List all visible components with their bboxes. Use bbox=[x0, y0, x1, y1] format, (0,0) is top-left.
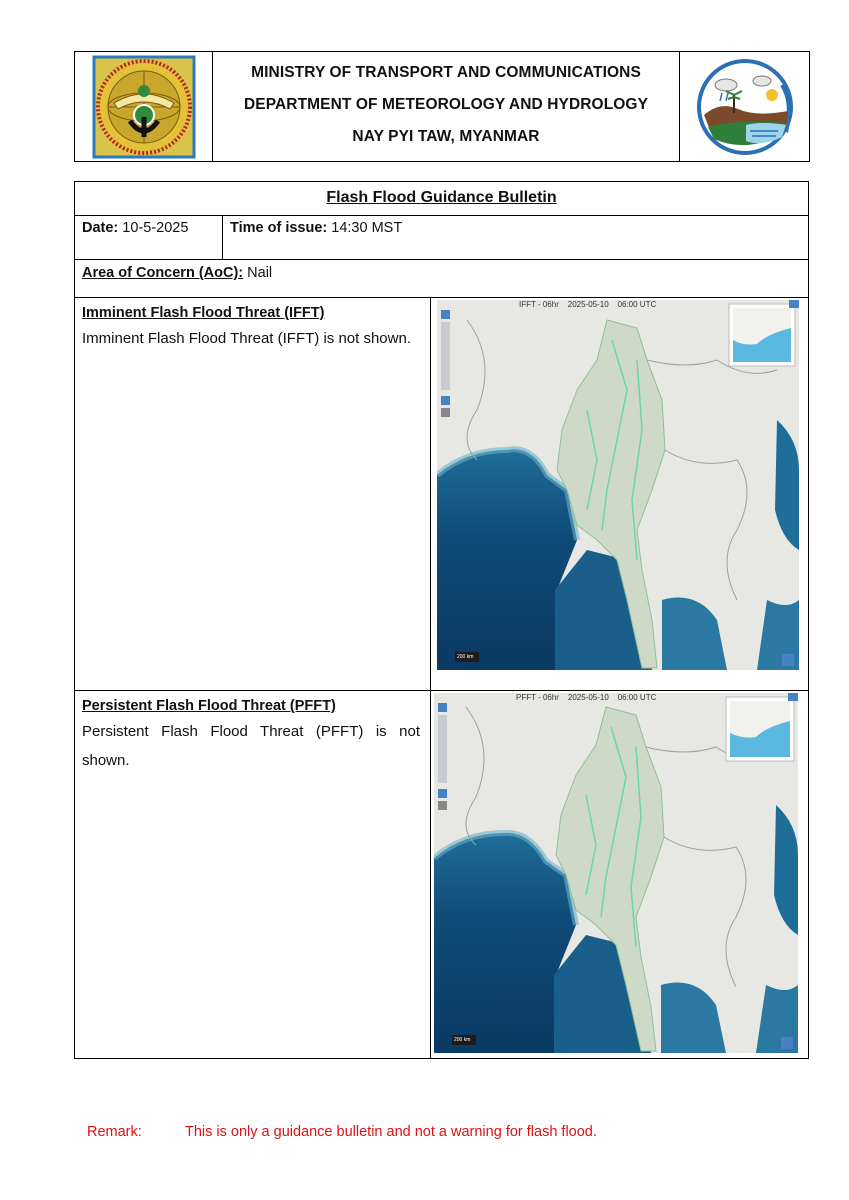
pfft-map-graphic bbox=[434, 693, 798, 1053]
time-value: 14:30 MST bbox=[331, 220, 403, 236]
pfft-map[interactable] bbox=[434, 693, 798, 1053]
letterhead bbox=[74, 51, 810, 162]
area-of-concern-row bbox=[75, 260, 808, 298]
hydrology-cycle-icon bbox=[690, 55, 800, 159]
ministry-emblem-icon bbox=[92, 55, 196, 159]
ifft-text-cell bbox=[75, 298, 431, 690]
remark-text: This is only a guidance bulletin and not a warning for flash flood. bbox=[185, 1124, 597, 1140]
ministry-name: MINISTRY OF TRANSPORT AND COMMUNICATIONS bbox=[251, 64, 641, 81]
ifft-map-graphic bbox=[437, 300, 799, 670]
pfft-map-time: 06:00 UTC bbox=[617, 693, 657, 702]
ifft-row bbox=[75, 298, 808, 691]
ifft-scale-bar: 200 km bbox=[457, 654, 474, 660]
department-name: DEPARTMENT OF METEOROLOGY AND HYDROLOGY bbox=[243, 96, 649, 113]
pfft-map-caption bbox=[516, 693, 656, 702]
ifft-map-date: 2025-05-10 bbox=[567, 300, 609, 309]
pfft-scale-bar: 200 km bbox=[454, 1037, 471, 1043]
bulletin-title: Flash Flood Guidance Bulletin bbox=[75, 182, 808, 216]
date-label: Date: bbox=[82, 220, 119, 236]
left-logo-cell bbox=[75, 52, 213, 161]
aoc-value: Nail bbox=[247, 265, 273, 281]
pfft-heading: Persistent Flash Flood Threat (PFFT) bbox=[82, 698, 336, 714]
ministry-title-block bbox=[213, 52, 679, 161]
ifft-text: Imminent Flash Flood Threat (IFFT) is not shown. bbox=[82, 330, 411, 347]
date-cell bbox=[75, 216, 223, 259]
time-label: Time of issue: bbox=[230, 220, 328, 236]
pfft-text: Persistent Flash Flood Threat (PFFT) is not shown. bbox=[82, 723, 420, 769]
bulletin-table bbox=[74, 181, 809, 1059]
pfft-text-cell bbox=[75, 691, 431, 1058]
remark-label: Remark: bbox=[87, 1124, 142, 1140]
aoc-label: Area of Concern (AoC): bbox=[82, 265, 244, 281]
date-value: 10-5-2025 bbox=[122, 220, 189, 236]
time-cell bbox=[223, 216, 808, 259]
pfft-map-title: PFFT - 06hr bbox=[516, 693, 559, 702]
ifft-map[interactable] bbox=[437, 300, 799, 670]
location-name: NAY PYI TAW, MYANMAR bbox=[352, 128, 540, 145]
pfft-row bbox=[75, 691, 808, 1058]
date-time-row bbox=[75, 216, 808, 260]
ifft-map-caption bbox=[519, 300, 656, 309]
right-logo-cell bbox=[679, 52, 809, 161]
ifft-map-title: IFFT - 06hr bbox=[519, 300, 559, 309]
pfft-map-date: 2025-05-10 bbox=[567, 693, 609, 702]
ifft-map-time: 06:00 UTC bbox=[617, 300, 657, 309]
ifft-heading: Imminent Flash Flood Threat (IFFT) bbox=[82, 305, 325, 321]
